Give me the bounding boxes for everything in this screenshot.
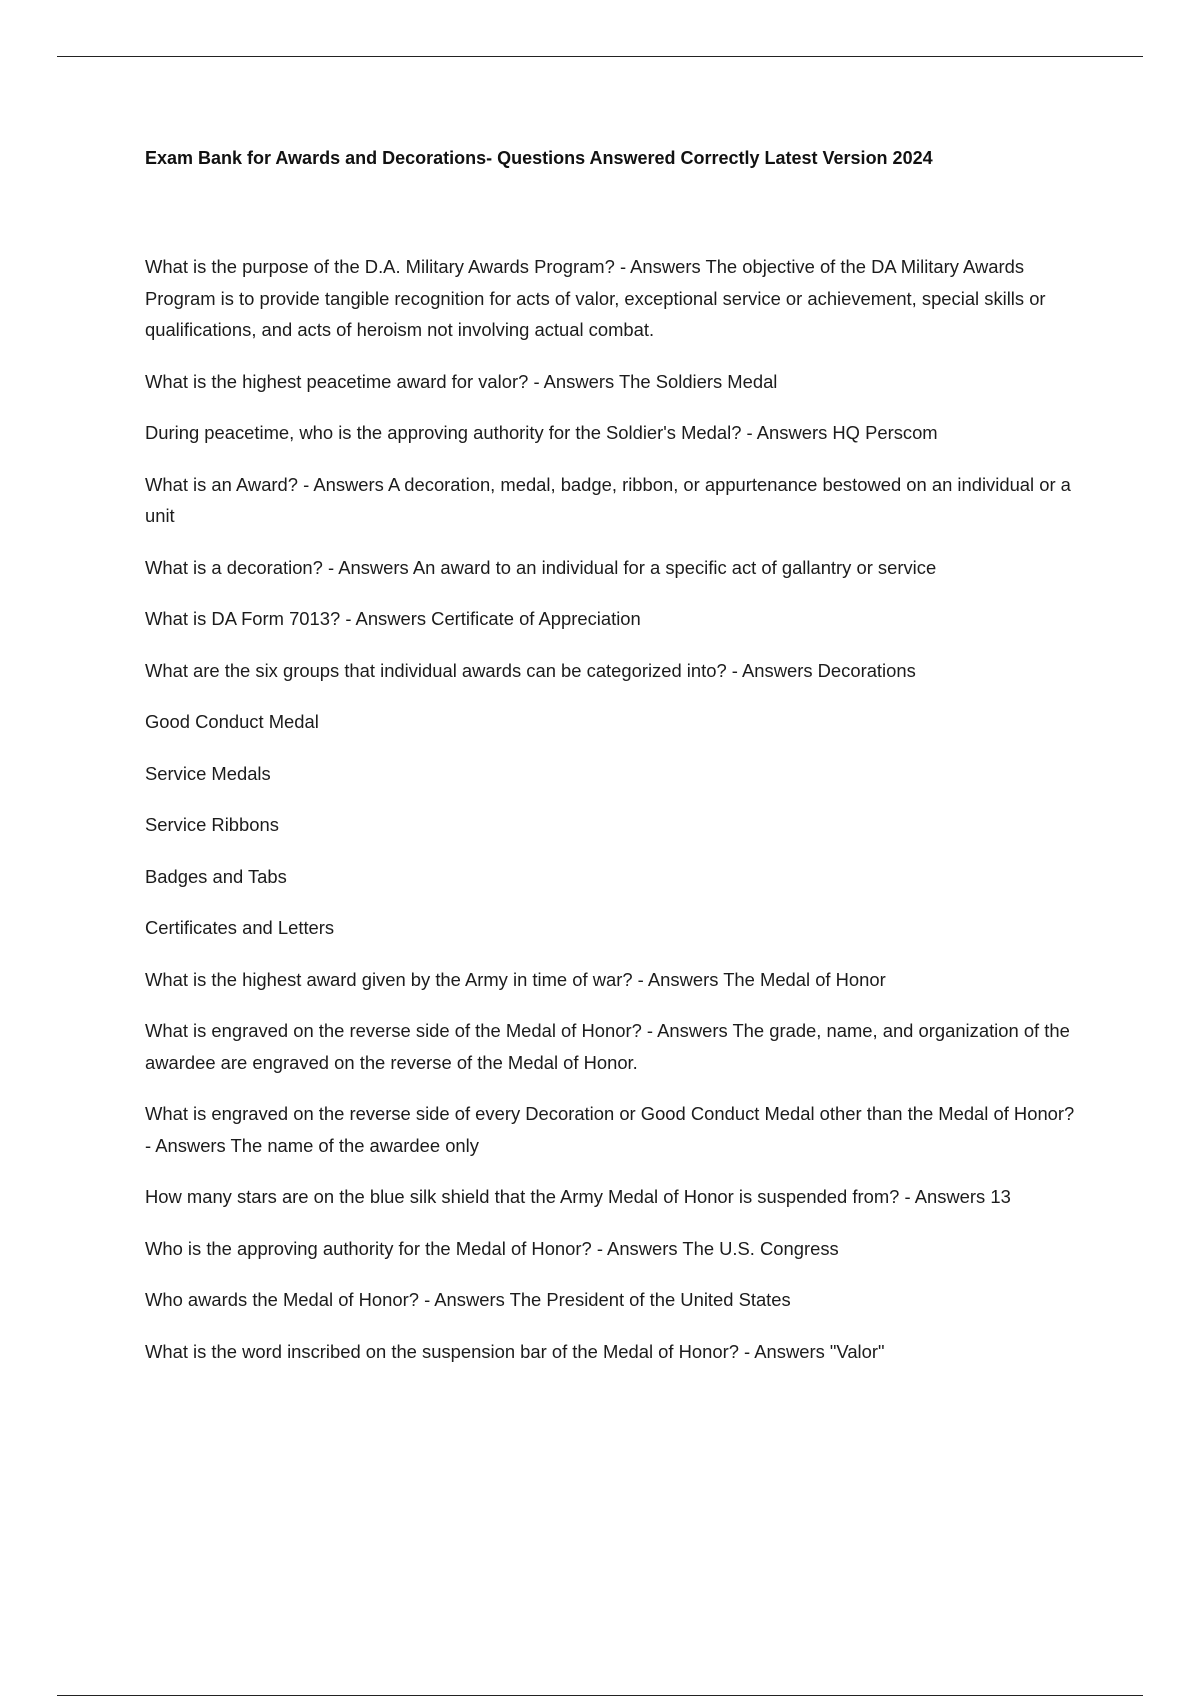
qa-paragraph: What are the six groups that individual awards can be categorized into? - Answers Decorations (145, 659, 916, 681)
qa-paragraph: What is the highest award given by the Army in time of war? - Answers The Medal of Honor (145, 968, 886, 990)
qa-list (145, 251, 1085, 1367)
qa-paragraph: What is an Award? - Answers A decoration, medal, badge, ribbon, or appurtenance bestowed on an individual or a unit (145, 473, 1071, 526)
qa-paragraph: What is engraved on the reverse side of every Decoration or Good Conduct Medal other than the Medal of Honor? - Answers The name of the awardee only (145, 1103, 1075, 1156)
qa-paragraph: What is the purpose of the D.A. Military Awards Program? - Answers The objective of the DA Military Awards Program is to provide tangible recognition for acts of valor, exceptional service or achievement, special skills or qualifications, and acts of heroism not involving actual combat. (145, 256, 1046, 340)
list-item: Badges and Tabs (145, 865, 287, 887)
qa-paragraph: What is a decoration? - Answers An award to an individual for a specific act of gallantry or service (145, 556, 937, 578)
document-title: Exam Bank for Awards and Decorations- Questions Answered Correctly Latest Version 2024 (145, 148, 933, 168)
qa-paragraph: How many stars are on the blue silk shield that the Army Medal of Honor is suspended from? - Answers 13 (145, 1186, 1011, 1207)
qa-paragraph: What is the word inscribed on the suspension bar of the Medal of Honor? - Answers "Valor" (145, 1340, 885, 1362)
list-item: Good Conduct Medal (145, 711, 319, 732)
qa-paragraph: Who awards the Medal of Honor? - Answers The President of the United States (145, 1289, 791, 1310)
list-item: Service Ribbons (145, 814, 279, 835)
document-body (145, 145, 1085, 1387)
qa-paragraph: What is engraved on the reverse side of the Medal of Honor? - Answers The grade, name, and organization of the awardee are engraved on the reverse of the Medal of Honor. (145, 1020, 1070, 1073)
top-divider (57, 56, 1143, 57)
qa-paragraph: Who is the approving authority for the Medal of Honor? - Answers The U.S. Congress (145, 1237, 839, 1259)
qa-paragraph: What is the highest peacetime award for valor? - Answers The Soldiers Medal (145, 370, 778, 392)
bottom-divider (57, 1695, 1143, 1696)
list-item: Certificates and Letters (145, 917, 335, 938)
qa-paragraph: What is DA Form 7013? - Answers Certificate of Appreciation (145, 608, 641, 629)
list-item: Service Medals (145, 762, 271, 784)
qa-paragraph: During peacetime, who is the approving authority for the Soldier's Medal? - Answers HQ Perscom (145, 422, 938, 443)
